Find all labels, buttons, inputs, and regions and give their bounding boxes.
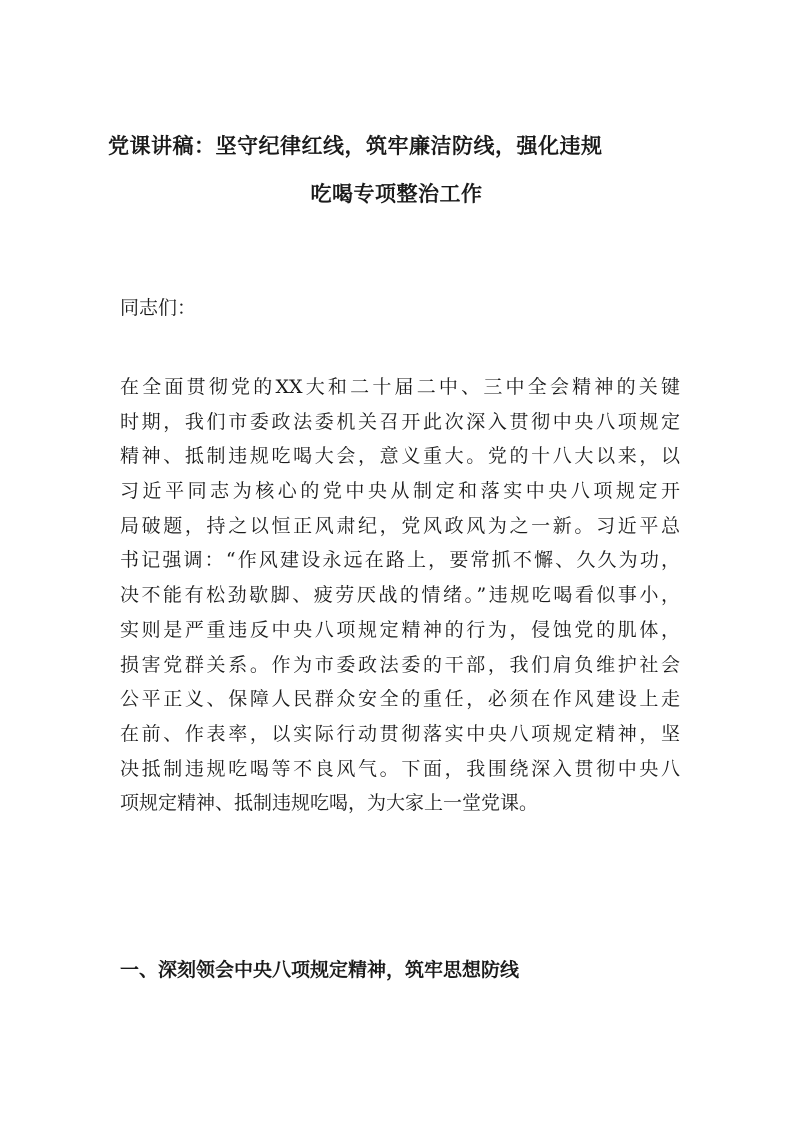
paragraph-1 bbox=[120, 370, 680, 821]
paragraph-line: 实则是严重违反中央八项规定精神的行为，侵蚀党的肌体， bbox=[120, 618, 680, 641]
paragraph-line: 在前、作表率，以实际行动贯彻落实中央八项规定精神，坚 bbox=[120, 722, 680, 745]
document-title-line-1: 党课讲稿：坚守纪律红线，筑牢廉洁防线，强化违规 bbox=[108, 134, 603, 158]
paragraph-line: 局破题，持之以恒正风肃纪，党风政风为之一新。习近平总 bbox=[120, 514, 680, 537]
document-title-line-2: 吃喝专项整治工作 bbox=[310, 182, 483, 206]
paragraph-line: 书记强调：“作风建设永远在路上，要常抓不懈、久久为功， bbox=[120, 549, 680, 572]
salutation: 同志们： bbox=[120, 297, 197, 319]
paragraph-line: 损害党群关系。作为市委政法委的干部，我们肩负维护社会 bbox=[120, 653, 680, 676]
paragraph-line: 决抵制违规吃喝等不良风气。下面，我围绕深入贯彻中央八 bbox=[120, 757, 680, 780]
paragraph-line: 在全面贯彻党的XX大和二十届二中、三中全会精神的关键 bbox=[120, 376, 680, 398]
paragraph-line: 公平正义、保障人民群众安全的重任，必须在作风建设上走 bbox=[120, 688, 680, 711]
paragraph-line: 项规定精神、抵制违规吃喝，为大家上一堂党课。 bbox=[120, 792, 539, 815]
section-heading-1: 一、深刻领会中央八项规定精神，筑牢思想防线 bbox=[120, 959, 520, 981]
paragraph-line: 时期，我们市委政法委机关召开此次深入贯彻中央八项规定 bbox=[120, 410, 680, 433]
paragraph-line: 精神、抵制违规吃喝大会，意义重大。党的十八大以来，以 bbox=[120, 445, 680, 468]
paragraph-line: 习近平同志为核心的党中央从制定和落实中央八项规定开 bbox=[120, 480, 680, 503]
paragraph-line: 决不能有松劲歇脚、疲劳厌战的情绪。”违规吃喝看似事小， bbox=[120, 584, 680, 607]
